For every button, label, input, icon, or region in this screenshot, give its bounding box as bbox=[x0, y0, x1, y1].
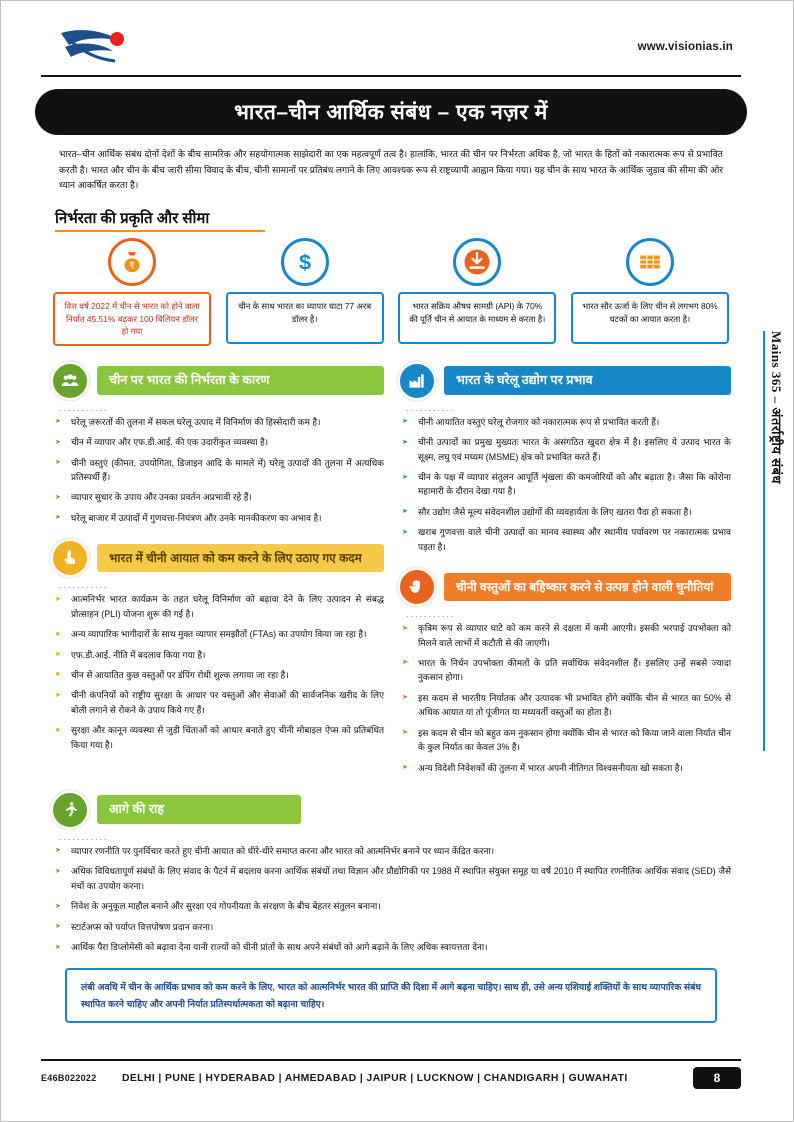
stat-card bbox=[571, 238, 729, 346]
body-columns bbox=[51, 362, 731, 789]
panel-domestic-impact bbox=[398, 362, 731, 554]
panel-list bbox=[55, 844, 731, 955]
stat-card bbox=[398, 238, 556, 346]
list-item: ➤ चीनी वस्तुएं (कीमत, उपयोगिता, डिजाइन आदि के मामले में) घरेलू उत्पादों की तुलना में अत्यधिक प्रतिस्पर्धी हैं। bbox=[55, 456, 384, 485]
panel-dots: ........... bbox=[59, 402, 109, 413]
stat-text: भारत सौर ऊर्जा के लिए चीन से लगभग 80% घटकों का आयात करता है। bbox=[571, 292, 729, 344]
list-item: ➤ आत्मनिर्भर भारत कार्यक्रम के तहत घरेलू विनिर्माण को बढ़ावा देने के लिए उत्पादन से संबद्ध प्रोत्साहन (PLI) योजना शुरू की गई है। bbox=[55, 592, 384, 621]
panel-title: चीनी वस्तुओं का बहिष्कार करने से उत्पन्न होने वाली चुनौतियां bbox=[444, 573, 731, 601]
vision-ias-logo-icon bbox=[55, 25, 151, 69]
list-item: ➤ अधिक विविधतापूर्ण संबंधों के लिए संवाद के पैटर्न में बदलाव करना आर्थिक संबंधों तथा विज्ञान और प्रौद्योगिकी पर 1988 में स्थापित संयुक्त समूह या वर्ष 2010 में स्थापित रणनीतिक आर्थिक संवाद (SED) जैसे मंचों का उपयोग करना। bbox=[55, 864, 731, 893]
stat-cards-row bbox=[53, 238, 729, 346]
list-item: ➤ चीनी कंपनियों को राष्ट्रीय सुरक्षा के आधार पर वस्तुओं और सेवाओं की सार्वजनिक खरीद के लिए बोली लगाने से रोकने के उपाय किये गए हैं। bbox=[55, 688, 384, 717]
side-tab bbox=[761, 331, 789, 751]
solar-panel-icon bbox=[626, 238, 674, 286]
footer-code: E46B022022 bbox=[41, 1073, 97, 1083]
boycott-hand-icon bbox=[398, 568, 436, 606]
stat-card bbox=[226, 238, 384, 346]
list-item: ➤ चीन से आयातित कुछ वस्तुओं पर डंपिंग रोधी शुल्क लगाया जा रहा है। bbox=[55, 668, 384, 682]
page-header bbox=[41, 19, 741, 77]
section-heading: निर्भरता की प्रकृति और सीमा bbox=[55, 209, 210, 227]
list-item: ➤ स्टार्टअप्स को पर्याप्त वित्तपोषण प्रदान करना। bbox=[55, 920, 731, 934]
list-item: ➤ चीनी आयातित वस्तुएं घरेलू रोजगार को नकारात्मक रूप से प्रभावित करती हैं। bbox=[402, 415, 731, 429]
intro-paragraph: भारत–चीन आर्थिक संबंध दोनों देशों के बीच सामरिक और सहयोगात्मक साझेदारी का एक महत्वपूर्ण तत्व है। हालांकि, भारत की चीन पर निर्भरता अधिक है, जो भारत के हितों को नकारात्मक रूप से प्रभावित करती है। भारत और चीन के बीच जारी सीमा विवाद के बीच, चीनी सामानों पर प्रतिबंध लगाने के लिए आवश्यक रूप से राष्ट्रव्यापी आह्वान किया गया। यह चीन के साथ भारत के आर्थिक जुड़ाव की सीमा की ओर ध्यान आकर्षित करता है। bbox=[59, 149, 723, 191]
dollar-icon bbox=[281, 238, 329, 286]
left-column bbox=[51, 362, 384, 789]
svg-text:$: $ bbox=[298, 249, 311, 275]
list-item: ➤ व्यापार रणनीति पर पुनर्विचार करते हुए चीनी आयात को धीरे-धीरे समाप्त करना और भारत को आत्मनिर्भर बनाने पर ध्यान केंद्रित करना। bbox=[55, 844, 731, 858]
panel-boycott-challenges bbox=[398, 568, 731, 775]
list-item: ➤ घरेलू ज़रूरतों की तुलना में सकल घरेलू उत्पाद में विनिर्माण की हिस्सेदारी कम है। bbox=[55, 415, 384, 429]
panel-header bbox=[398, 568, 731, 606]
people-group-icon bbox=[51, 362, 89, 400]
panel-way-forward bbox=[51, 791, 731, 955]
page-number-badge: 8 bbox=[693, 1067, 741, 1089]
panel-list bbox=[402, 621, 731, 775]
header-divider bbox=[41, 75, 741, 77]
panel-steps-taken bbox=[51, 539, 384, 752]
panel-list bbox=[55, 592, 384, 752]
footer-cities: DELHI | PUNE | HYDERABAD | AHMEDABAD | JAIPUR | LUCKNOW | CHANDIGARH | GUWAHATI bbox=[121, 1072, 628, 1084]
side-tab-rule bbox=[763, 331, 765, 751]
conclusion-box: लंबी अवधि में चीन के आर्थिक प्रभाव को कम करने के लिए, भारत को आत्मनिर्भर भारत की प्राप्ति की दिशा में आगे बढ़ना चाहिए। साथ ही, उसे अन्य एशियाई शक्तियों के साथ व्यापारिक संबंध स्थापित करने चाहिए और अपनी निर्यात प्रतिस्पर्धात्मकता को बढ़ाना चाहिए। bbox=[65, 968, 717, 1022]
list-item: ➤ इस कदम से भारतीय निर्यातक और उत्पादक भी प्रभावित होंगे क्योंकि चीन से भारत का 50% से अधिक आयात या तो पूंजीगत या मध्यवर्ती वस्तुओं का होता है। bbox=[402, 691, 731, 720]
list-item: ➤ सौर उद्योग जैसे मूल्य संवेदनशील उद्योगों की व्यवहार्यता के लिए खतरा पैदा हो सकता है। bbox=[402, 505, 731, 519]
panel-header bbox=[51, 362, 384, 400]
footer-divider bbox=[41, 1059, 741, 1061]
list-item: ➤ व्यापार सुधार के उपाय और उनका प्रवर्तन अप्रभावी रहे हैं। bbox=[55, 490, 384, 504]
money-bag-icon bbox=[108, 238, 156, 286]
hand-touch-icon bbox=[51, 539, 89, 577]
panel-list bbox=[402, 415, 731, 554]
list-item: ➤ निवेश के अनुकूल माहौल बनाने और सुरक्षा एवं गोपनीयता के संरक्षण के बीच बेहतर संतुलन बनाना। bbox=[55, 899, 731, 913]
list-item: ➤ चीन में व्यापार और एफ.डी.आई. की एक उदारीकृत व्यवस्था है। bbox=[55, 435, 384, 449]
panel-reasons bbox=[51, 362, 384, 526]
right-column bbox=[398, 362, 731, 789]
panel-list bbox=[55, 415, 384, 526]
svg-text:₹: ₹ bbox=[129, 260, 135, 271]
panel-header bbox=[398, 362, 731, 400]
list-item: ➤ भारत के निर्धन उपभोक्ता कीमतों के प्रति सर्वाधिक संवेदनशील हैं। इसलिए उन्हें सबसे ज्यादा नुकसान होगा। bbox=[402, 656, 731, 685]
panel-dots: ........... bbox=[406, 402, 456, 413]
page-footer bbox=[41, 1059, 741, 1089]
list-item: ➤ घरेलू बाजार में उत्पादों में गुणवत्ता-नियंत्रण और उनके मानकीकरण का अभाव है। bbox=[55, 511, 384, 525]
panel-dots: ........... bbox=[59, 831, 109, 842]
list-item: ➤ चीन के पक्ष में व्यापार संतुलन आपूर्ति शृंखला की कमजोरियों को और बढ़ाता है। जैसा कि कोरोना महामारी के दौरान देखा गया है। bbox=[402, 470, 731, 499]
panel-title: भारत में चीनी आयात को कम करने के लिए उठाए गए कदम bbox=[97, 544, 384, 572]
list-item: ➤ इस कदम से चीन को बहुत कम नुकसान होगा क्योंकि चीन से भारत को किया जाने वाला निर्यात चीन के कुल निर्यात का केवल 3% है। bbox=[402, 726, 731, 755]
list-item: ➤ एफ.डी.आई. नीति में बदलाव किया गया है। bbox=[55, 648, 384, 662]
panel-header bbox=[51, 791, 301, 829]
list-item: ➤ अन्य व्यापारिक भागीदारों के साथ मुक्त व्यापार समझौतों (FTAs) का उपयोग किया जा रहा है। bbox=[55, 627, 384, 641]
import-download-icon bbox=[453, 238, 501, 286]
list-item: ➤ खराब गुणवत्ता वाले चीनी उत्पादों का मानव स्वास्थ्य और स्थानीय पर्यावरण पर नकारात्मक प्रभाव पड़ता है। bbox=[402, 525, 731, 554]
list-item: ➤ आर्थिक पैरा डिप्लोमेसी को बढ़ावा देना यानी राज्यों को चीनी प्रांतों के साथ अपने संबंधों को आगे बढ़ाने के लिए अधिक स्वायत्तता देना। bbox=[55, 940, 731, 954]
panel-dots: ........... bbox=[406, 609, 456, 620]
stat-text: वित्त वर्ष 2022 में चीन से भारत को होने वाला निर्यात 45.51% बढ़कर 100 बिलियन डॉलर हो गया bbox=[53, 292, 211, 346]
stat-card bbox=[53, 238, 211, 346]
list-item: ➤ कृत्रिम रूप से व्यापार घाटे को कम करने से दक्षता में कमी आएगी। इसकी भरपाई उपभोक्ता को मिलने वाले लाभों में कटौती से की जाएगी। bbox=[402, 621, 731, 650]
footer-row bbox=[41, 1067, 741, 1089]
site-url[interactable]: www.visionias.in bbox=[637, 41, 733, 53]
list-item: ➤ अन्य विदेशी निवेशकों की तुलना में भारत अपनी नीतिगत विश्वसनीयता खो सकता है। bbox=[402, 761, 731, 775]
stat-text: चीन के साथ भारत का व्यापार घाटा 77 अरब डॉलर है। bbox=[226, 292, 384, 344]
list-item: ➤ चीनी उत्पादों का प्रमुख मुख्यतः भारत के असंगठित खुदरा क्षेत्र में है। इसलिए ये उत्पाद भारत के सूक्ष्म, लघु एवं मध्यम (MSME) क्षेत्र को प्रभावित करते हैं। bbox=[402, 435, 731, 464]
panel-title: भारत के घरेलू उद्योग पर प्रभाव bbox=[444, 366, 731, 395]
factory-icon bbox=[398, 362, 436, 400]
page-title-banner bbox=[41, 89, 741, 135]
panel-header bbox=[51, 539, 384, 577]
page-title: भारत–चीन आर्थिक संबंध – एक नज़र में bbox=[234, 101, 548, 124]
page-content bbox=[41, 19, 741, 1105]
panel-dots: ........... bbox=[59, 580, 109, 591]
side-tab-label: Mains 365 – अंतर्राष्ट्रीय संबंध bbox=[769, 331, 784, 484]
section-heading-underline bbox=[55, 230, 265, 232]
panel-title: चीन पर भारत की निर्भरता के कारण bbox=[97, 366, 384, 395]
panel-title: आगे की राह bbox=[97, 795, 301, 824]
stat-text: भारत सक्रिय औषध सामग्री (API) के 70% की पूर्ति चीन से आयात के माध्यम से करता है। bbox=[398, 292, 556, 344]
list-item: ➤ सुरक्षा और कानून व्यवस्था से जुड़ी चिंताओं को आधार बनाते हुए चीनी मोबाइल ऐप्स को प्रतिबंधित किया गया है। bbox=[55, 723, 384, 752]
running-person-icon bbox=[51, 791, 89, 829]
